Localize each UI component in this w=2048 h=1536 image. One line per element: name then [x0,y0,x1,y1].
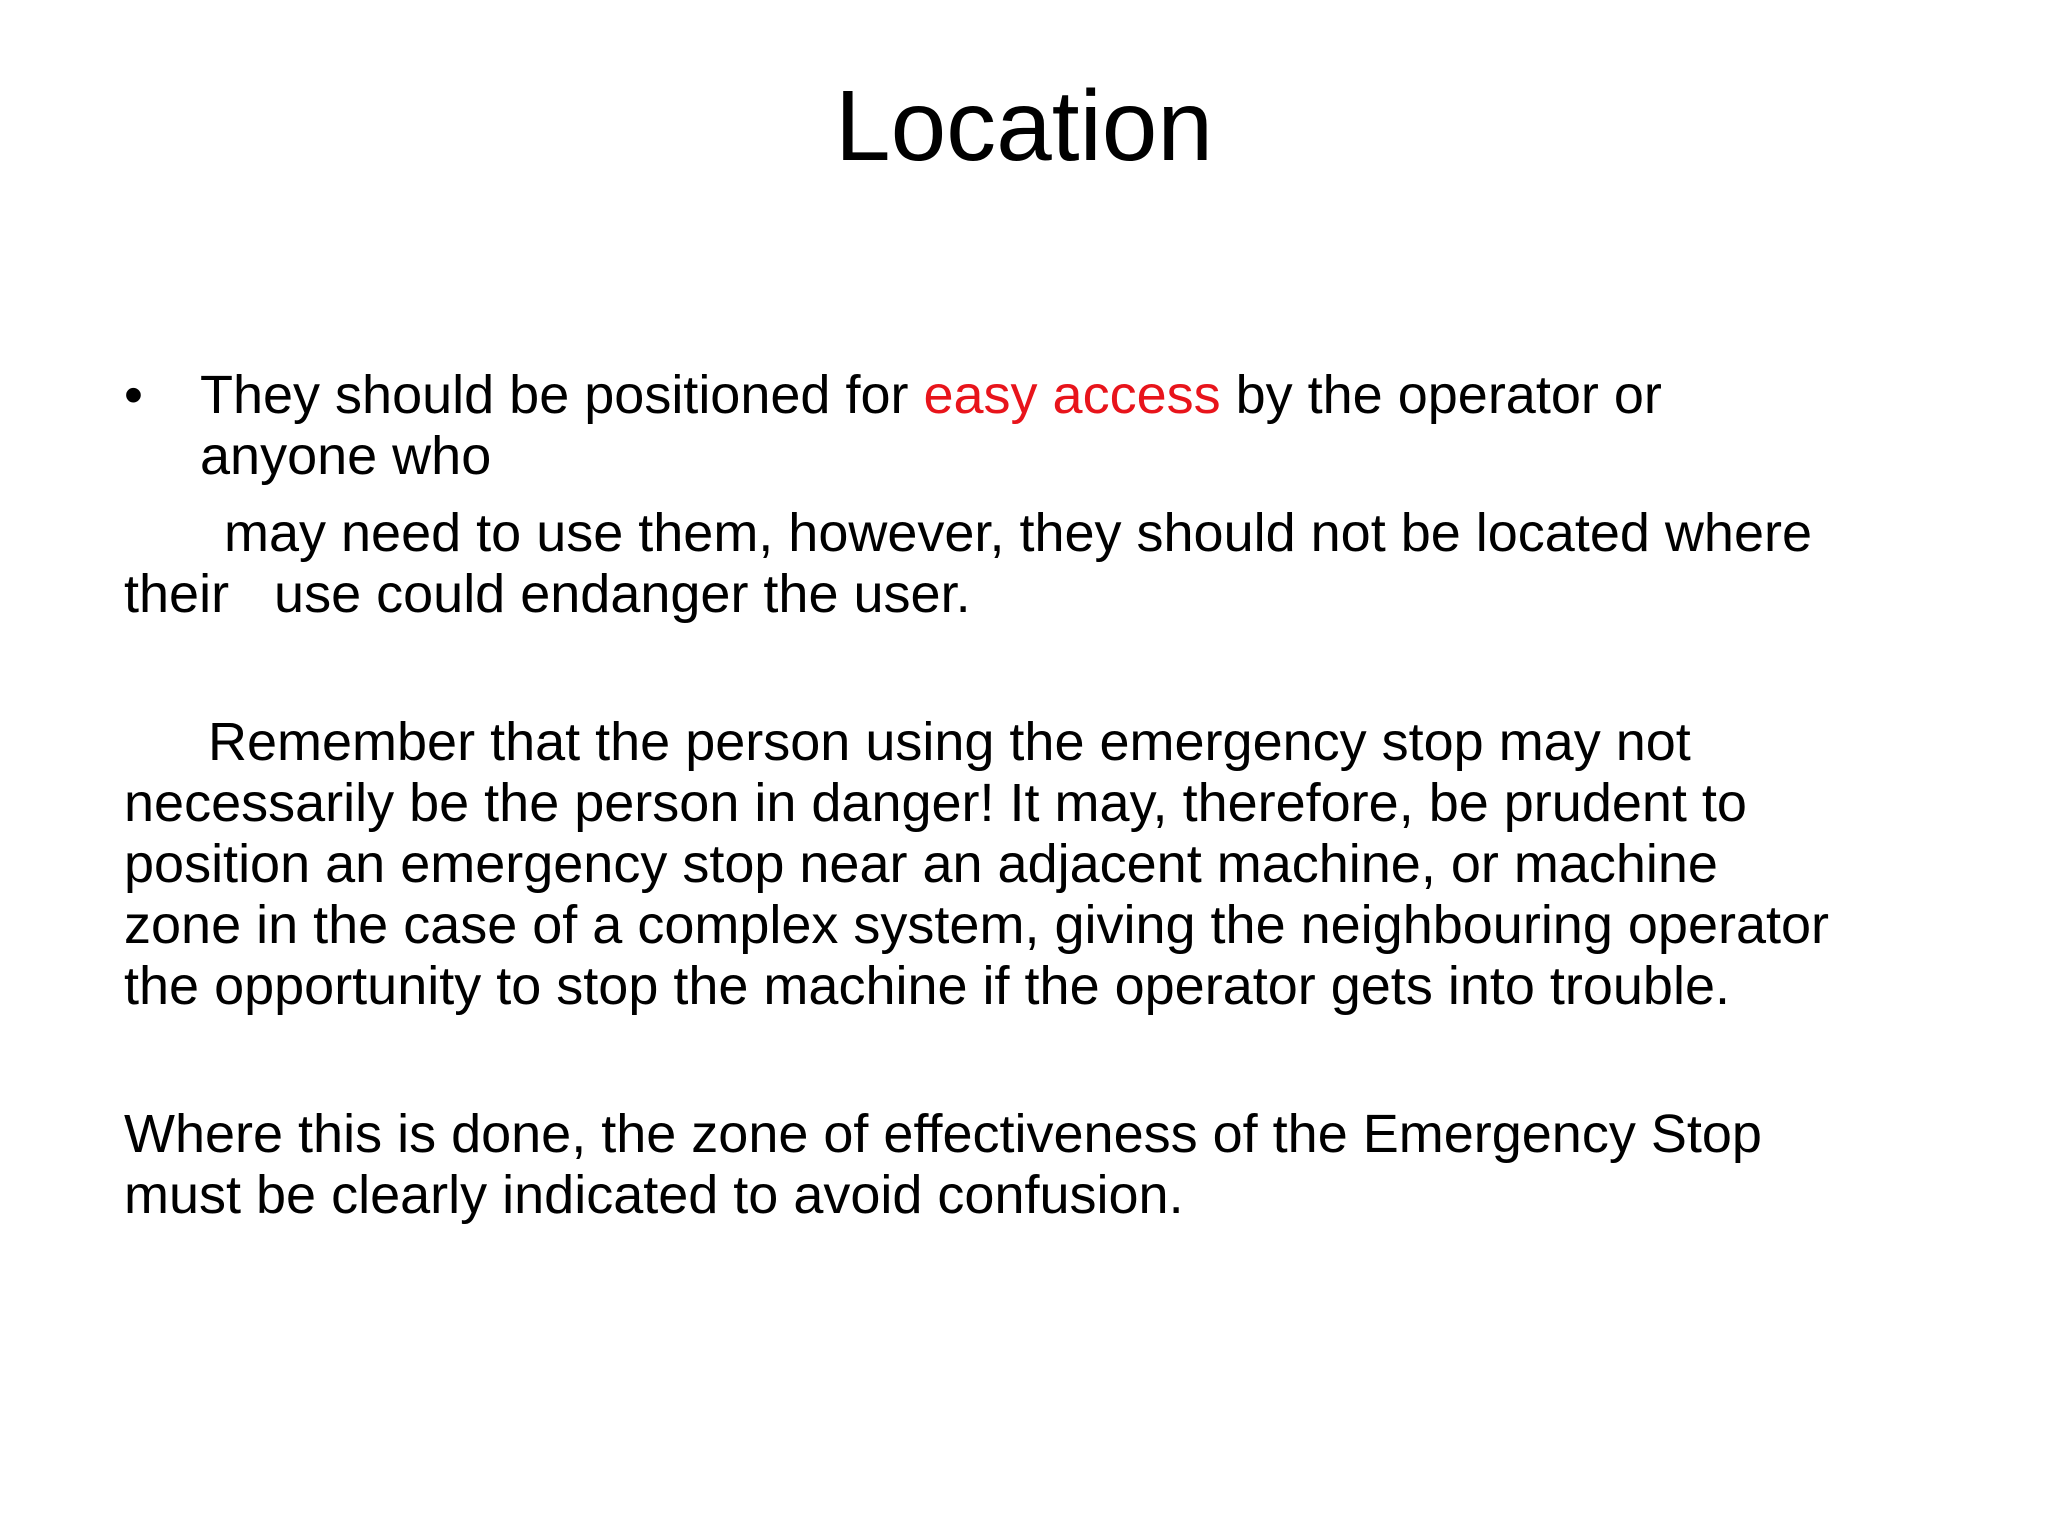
continuation-paragraph [124,503,1954,625]
bullet-marker: • [124,365,143,425]
where-paragraph [124,1104,1954,1226]
remember-line-4: zone in the case of a complex system, giving the neighbouring operator [124,895,1830,955]
continuation-line-2: their use could endanger the user. [124,564,971,624]
remember-line-3: position an emergency stop near an adjacent machine, or machine [124,834,1718,894]
remember-paragraph [124,712,1954,1017]
bullet-line-2: anyone who [200,426,492,486]
bullet-text-after: by the operator or [1220,365,1662,425]
slide-title: Location [834,70,1214,182]
bullet-paragraph [124,365,1954,487]
highlight-easy-access: easy access [923,365,1221,425]
bullet-line-1 [124,365,1954,426]
remember-line-1: Remember that the person using the emergency stop may not [208,712,1691,772]
bullet-text-before: They should be positioned for [200,365,924,425]
where-line-2: must be clearly indicated to avoid confusion. [124,1165,1184,1225]
continuation-line-1: may need to use them, however, they should not be located where [224,503,1812,563]
remember-line-5: the opportunity to stop the machine if the operator gets into trouble. [124,956,1730,1016]
where-line-1: Where this is done, the zone of effectiveness of the Emergency Stop [124,1104,1762,1164]
remember-line-2: necessarily be the person in danger! It may, therefore, be prudent to [124,773,1747,833]
